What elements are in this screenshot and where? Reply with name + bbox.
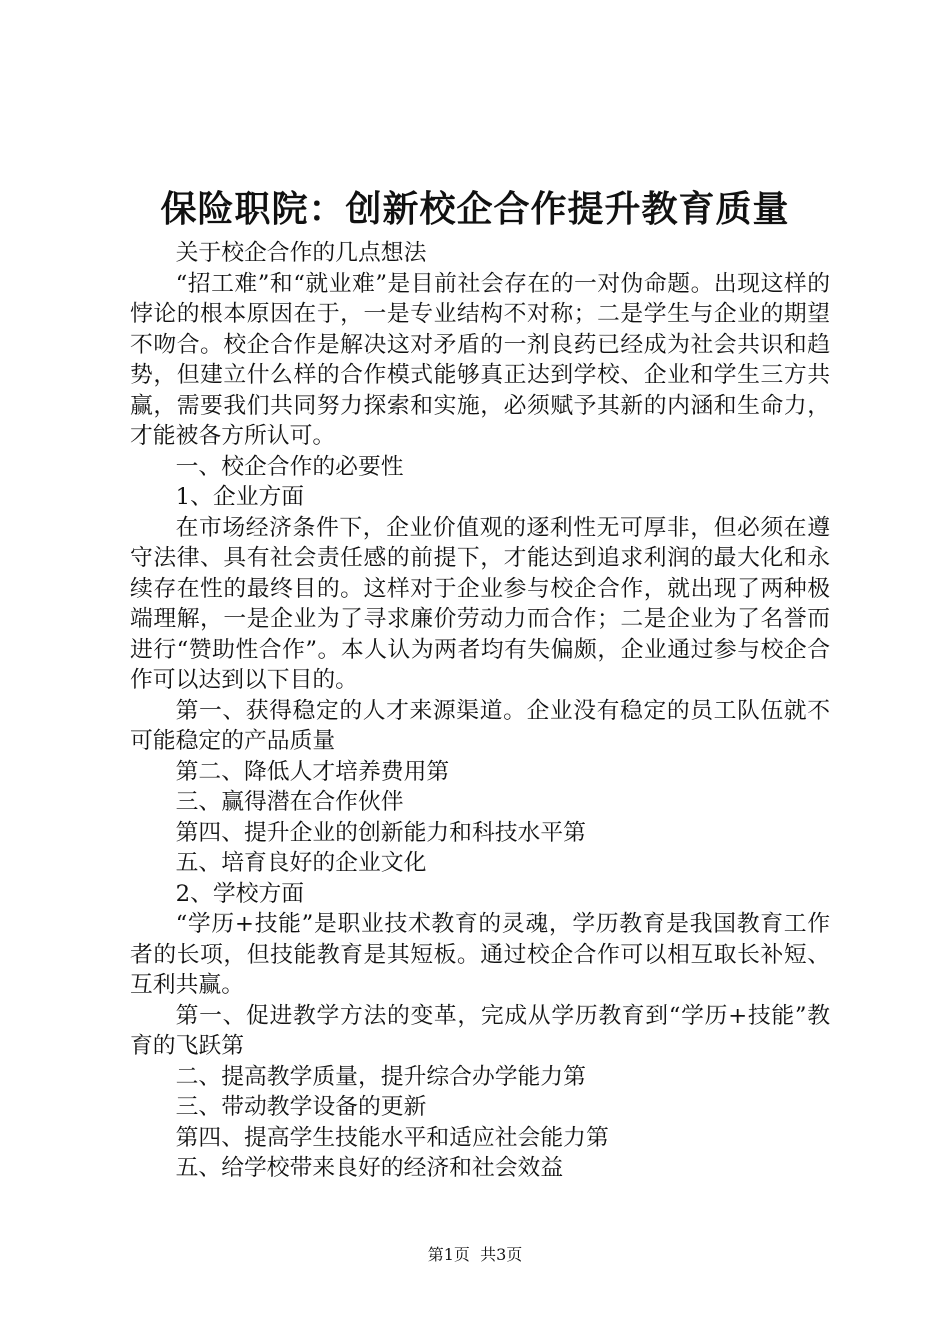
section-heading: 一、校企合作的必要性 (175, 453, 404, 480)
list-item: 三、带动教学设备的更新 (175, 1094, 427, 1120)
paragraph: 在市场经济条件下，企业价值观的逐利性无可厚非，但必须在遵守法律、具有社会责任感的前提下，才能达到追求利润的最大化和永续存在性的最终目的。这样对于企业参与校企合作，就出现了两种极端理解，一是企业为了寻求廉价劳动力而合作；二是企业为了名誉而进行“赞助性合作”。本人认为两者均有失偏颇，企业通过参与校企合作可以达到以下目的。 (130, 514, 830, 693)
list-item: 三、赢得潜在合作伙伴 (175, 789, 404, 815)
list-item: 第四、提高学生技能水平和适应社会能力第 (175, 1124, 609, 1151)
paragraph-subtitle: 关于校企合作的几点想法 (175, 240, 427, 266)
list-item: 五、给学校带来良好的经济和社会效益 (175, 1155, 564, 1181)
paragraph: “学历+技能”是职业技术教育的灵魂，学历教育是我国教育工作者的长项，但技能教育是其短板。通过校企合作可以相互取长补短、互利共赢。 (130, 911, 830, 998)
page-number: 第1页 共3页 (427, 1245, 523, 1264)
list-item: 五、培育良好的企业文化 (175, 850, 427, 876)
subsection-heading: 2、学校方面 (175, 880, 305, 907)
list-item: 第一、获得稳定的人才来源渠道。企业没有稳定的员工队伍就不可能稳定的产品质量 (130, 697, 830, 754)
subsection-heading: 1、企业方面 (175, 484, 305, 510)
document-title: 保险职院：创新校企合作提升教育质量 (160, 188, 790, 230)
document-body (130, 238, 830, 1184)
list-item: 第二、降低人才培养费用第 (175, 758, 450, 785)
list-item: 第一、促进教学方法的变革，完成从学历教育到“学历+技能”教育的飞跃第 (130, 1002, 830, 1059)
page-footer (0, 1244, 950, 1266)
list-item: 二、提高教学质量，提升综合办学能力第 (175, 1063, 586, 1090)
paragraph: “招工难”和“就业难”是目前社会存在的一对伪命题。出现这样的悖论的根本原因在于，一是专业结构不对称；二是学生与企业的期望不吻合。校企合作是解决这对矛盾的一剂良药已经成为社会共识和趋势，但建立什么样的合作模式能够真正达到学校、企业和学生三方共赢，需要我们共同努力探索和实施，必须赋予其新的内涵和生命力，才能被各方所认可。 (130, 270, 830, 449)
list-item: 第四、提升企业的创新能力和科技水平第 (175, 819, 586, 846)
